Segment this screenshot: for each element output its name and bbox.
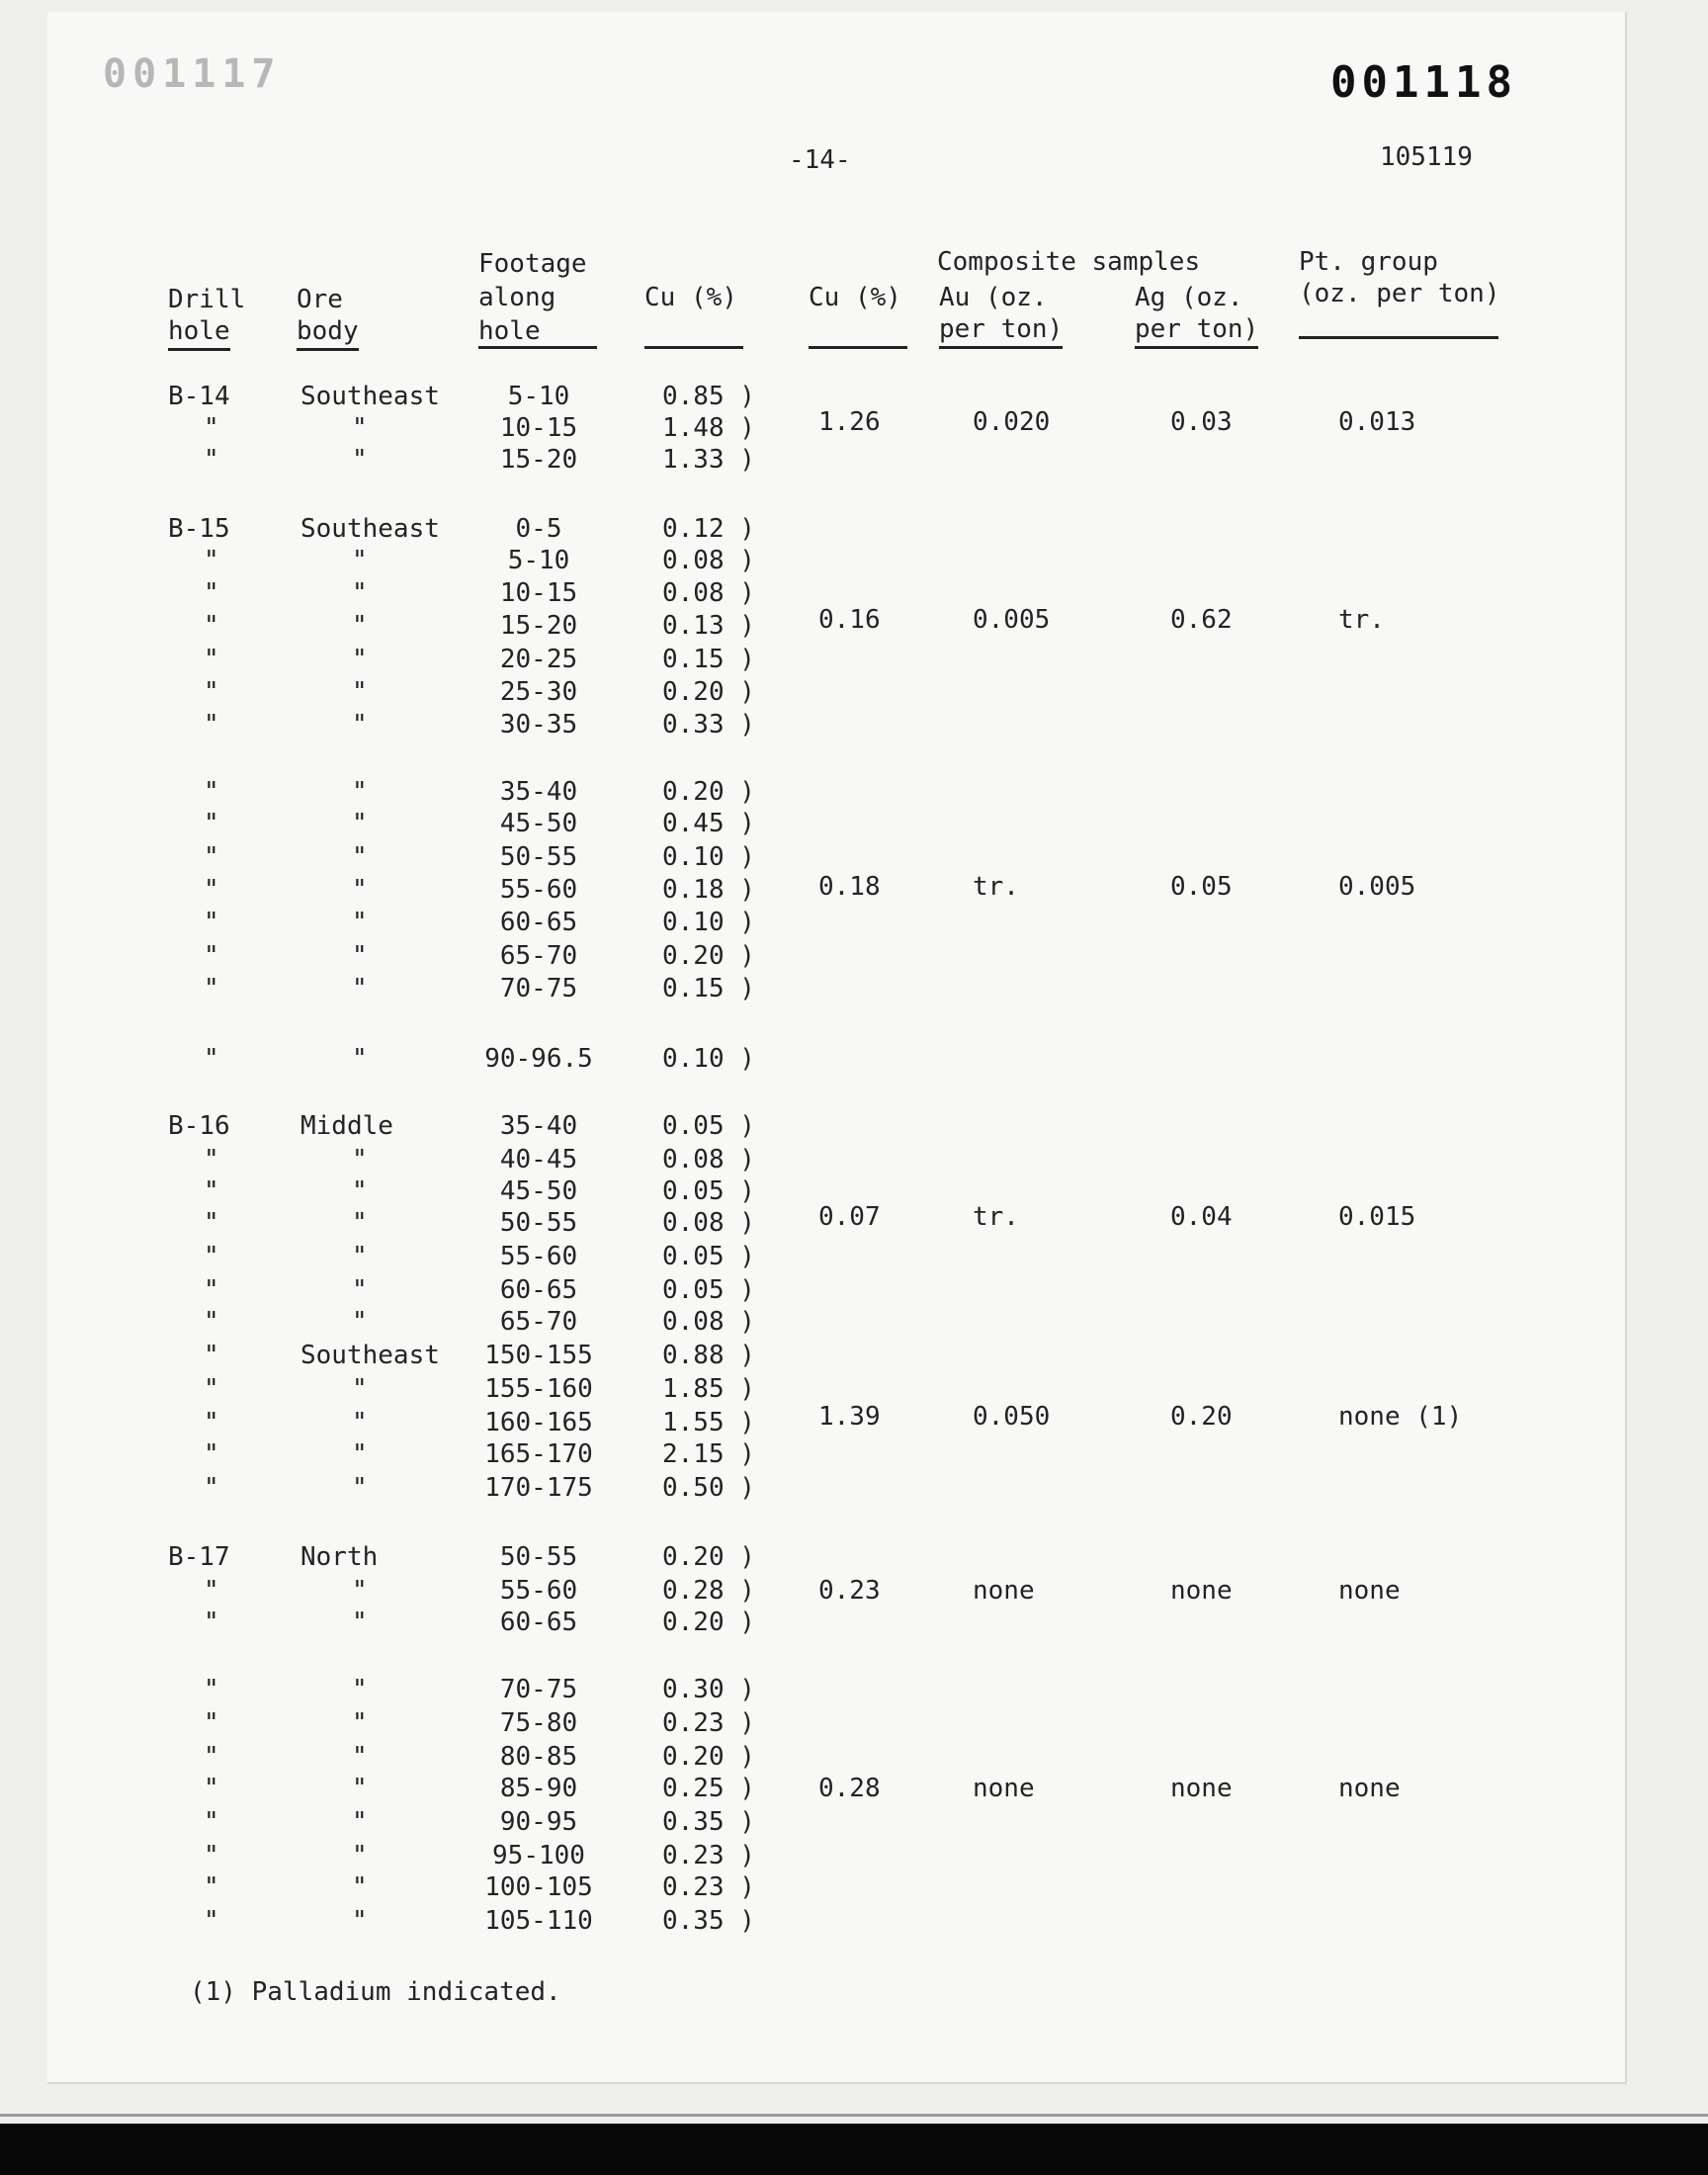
row-ore-body: " xyxy=(352,1576,368,1606)
header-cu: Cu (%) xyxy=(644,283,737,312)
row-drill-hole: B-16 xyxy=(168,1111,230,1141)
row-footage: 90-95 xyxy=(499,1807,578,1837)
row-drill-hole: " xyxy=(204,908,219,937)
composite-ag: none xyxy=(1170,1576,1233,1606)
row-drill-hole: " xyxy=(204,1044,219,1074)
row-footage: 55-60 xyxy=(499,1242,578,1271)
row-cu: 0.05 ) xyxy=(662,1176,755,1206)
row-footage: 65-70 xyxy=(499,1307,578,1337)
header-footage: Footage xyxy=(478,249,587,279)
row-ore-body: " xyxy=(352,1473,368,1503)
scanner-edge-line xyxy=(0,2114,1708,2117)
row-drill-hole: " xyxy=(204,974,219,1003)
row-ore-body: " xyxy=(352,1242,368,1271)
row-footage: 165-170 xyxy=(484,1439,593,1469)
row-footage: 20-25 xyxy=(499,645,578,674)
row-drill-hole: " xyxy=(204,1374,219,1404)
row-ore-body: " xyxy=(352,1374,368,1404)
header-drill: Drill xyxy=(168,285,246,314)
row-drill-hole: " xyxy=(204,875,219,905)
row-cu: 1.33 ) xyxy=(662,445,755,475)
row-cu: 0.10 ) xyxy=(662,1044,755,1074)
row-drill-hole: " xyxy=(204,1275,219,1305)
row-drill-hole: " xyxy=(204,1608,219,1637)
row-cu: 0.08 ) xyxy=(662,1208,755,1238)
row-footage: 160-165 xyxy=(484,1408,593,1437)
row-cu: 0.23 ) xyxy=(662,1841,755,1870)
row-ore-body: " xyxy=(352,809,368,838)
row-footage: 65-70 xyxy=(499,941,578,971)
row-drill-hole: " xyxy=(204,1242,219,1271)
header-pt-group: Pt. group xyxy=(1299,247,1438,277)
composite-au: tr. xyxy=(973,872,1019,902)
row-cu: 0.20 ) xyxy=(662,941,755,971)
composite-au: 0.020 xyxy=(973,407,1051,437)
row-footage: 10-15 xyxy=(499,413,578,443)
header-pt-rule xyxy=(1299,336,1498,339)
row-cu: 0.15 ) xyxy=(662,645,755,674)
row-ore-body: " xyxy=(352,1145,368,1174)
row-ore-body: " xyxy=(352,1807,368,1837)
composite-pt-group: none (1) xyxy=(1338,1402,1463,1432)
row-cu: 0.10 ) xyxy=(662,842,755,872)
row-cu: 0.08 ) xyxy=(662,578,755,608)
row-cu: 0.85 ) xyxy=(662,382,755,411)
row-ore-body: " xyxy=(352,1208,368,1238)
header-comp-cu-rule xyxy=(809,346,907,349)
composite-ag: 0.04 xyxy=(1170,1202,1233,1232)
row-cu: 0.33 ) xyxy=(662,710,755,740)
header-comp-au: Au (oz. xyxy=(939,283,1048,312)
row-ore-body: " xyxy=(352,1906,368,1936)
row-ore-body: " xyxy=(352,1742,368,1772)
row-drill-hole: " xyxy=(204,546,219,575)
row-footage: 70-75 xyxy=(499,974,578,1003)
row-drill-hole: " xyxy=(204,413,219,443)
row-cu: 0.23 ) xyxy=(662,1872,755,1902)
row-footage: 155-160 xyxy=(484,1374,593,1404)
row-drill-hole: " xyxy=(204,445,219,475)
row-footage: 90-96.5 xyxy=(484,1044,593,1074)
row-ore-body: Middle xyxy=(300,1111,393,1141)
row-ore-body: Southeast xyxy=(300,382,440,411)
composite-au: 0.050 xyxy=(973,1402,1051,1432)
row-drill-hole: " xyxy=(204,611,219,641)
row-footage: 105-110 xyxy=(484,1906,593,1936)
composite-ag: none xyxy=(1170,1774,1233,1803)
row-cu: 0.50 ) xyxy=(662,1473,755,1503)
composite-cu: 1.39 xyxy=(818,1402,881,1432)
row-footage: 50-55 xyxy=(499,1542,578,1572)
row-ore-body: " xyxy=(352,578,368,608)
row-cu: 1.48 ) xyxy=(662,413,755,443)
composite-au: tr. xyxy=(973,1202,1019,1232)
stamp-top-left-ghost: 001117 xyxy=(103,51,282,97)
row-drill-hole: " xyxy=(204,1439,219,1469)
row-footage: 80-85 xyxy=(499,1742,578,1772)
row-footage: 60-65 xyxy=(499,1275,578,1305)
row-ore-body: " xyxy=(352,1176,368,1206)
row-drill-hole: " xyxy=(204,645,219,674)
composite-pt-group: none xyxy=(1338,1774,1401,1803)
composite-cu: 0.23 xyxy=(818,1576,881,1606)
row-cu: 0.20 ) xyxy=(662,1742,755,1772)
row-drill-hole: " xyxy=(204,1341,219,1370)
row-drill-hole: " xyxy=(204,809,219,838)
row-cu: 0.30 ) xyxy=(662,1675,755,1704)
row-drill-hole: " xyxy=(204,710,219,740)
row-ore-body: " xyxy=(352,1608,368,1637)
row-cu: 0.05 ) xyxy=(662,1242,755,1271)
row-cu: 0.28 ) xyxy=(662,1576,755,1606)
row-ore-body: " xyxy=(352,710,368,740)
row-drill-hole: " xyxy=(204,941,219,971)
header-along: along xyxy=(478,283,556,312)
composite-pt-group: 0.015 xyxy=(1338,1202,1416,1232)
row-drill-hole: " xyxy=(204,1807,219,1837)
row-ore-body: " xyxy=(352,1841,368,1870)
composite-pt-group: 0.013 xyxy=(1338,407,1416,437)
row-drill-hole: " xyxy=(204,578,219,608)
row-cu: 0.05 ) xyxy=(662,1111,755,1141)
composite-au: none xyxy=(973,1576,1035,1606)
row-footage: 50-55 xyxy=(499,1208,578,1238)
row-ore-body: " xyxy=(352,941,368,971)
row-footage: 45-50 xyxy=(499,809,578,838)
composite-pt-group: none xyxy=(1338,1576,1401,1606)
row-ore-body: " xyxy=(352,974,368,1003)
composite-au: 0.005 xyxy=(973,605,1051,635)
row-drill-hole: " xyxy=(204,677,219,707)
row-ore-body: " xyxy=(352,1275,368,1305)
row-drill-hole: " xyxy=(204,1841,219,1870)
composite-ag: 0.20 xyxy=(1170,1402,1233,1432)
row-ore-body: " xyxy=(352,777,368,807)
row-drill-hole: " xyxy=(204,842,219,872)
row-drill-hole: " xyxy=(204,1576,219,1606)
row-cu: 0.10 ) xyxy=(662,908,755,937)
row-cu: 0.20 ) xyxy=(662,1542,755,1572)
row-cu: 0.18 ) xyxy=(662,875,755,905)
row-footage: 70-75 xyxy=(499,1675,578,1704)
row-drill-hole: " xyxy=(204,1872,219,1902)
header-pt-unit: (oz. per ton) xyxy=(1299,279,1500,308)
row-cu: 0.20 ) xyxy=(662,1608,755,1637)
row-ore-body: " xyxy=(352,1044,368,1074)
row-ore-body: " xyxy=(352,1307,368,1337)
composite-au: none xyxy=(973,1774,1035,1803)
header-hole: hole xyxy=(168,316,230,351)
composite-ag: 0.05 xyxy=(1170,872,1233,902)
row-drill-hole: B-14 xyxy=(168,382,230,411)
row-ore-body: " xyxy=(352,842,368,872)
composite-cu: 1.26 xyxy=(818,407,881,437)
row-ore-body: " xyxy=(352,1675,368,1704)
row-cu: 0.23 ) xyxy=(662,1708,755,1738)
row-ore-body: " xyxy=(352,1872,368,1902)
composite-cu: 0.07 xyxy=(818,1202,881,1232)
row-ore-body: Southeast xyxy=(300,1341,440,1370)
row-drill-hole: " xyxy=(204,1408,219,1437)
row-cu: 0.35 ) xyxy=(662,1906,755,1936)
header-composite-samples: Composite samples xyxy=(937,247,1201,277)
row-footage: 95-100 xyxy=(492,1841,585,1870)
row-ore-body: " xyxy=(352,445,368,475)
row-footage: 55-60 xyxy=(499,875,578,905)
stamp-top-right: 001118 xyxy=(1330,57,1517,108)
row-footage: 100-105 xyxy=(484,1872,593,1902)
header-comp-au-unit: per ton) xyxy=(939,314,1063,349)
row-ore-body: " xyxy=(352,645,368,674)
row-cu: 0.05 ) xyxy=(662,1275,755,1305)
row-ore-body: " xyxy=(352,1439,368,1469)
header-body: body xyxy=(297,316,359,351)
row-drill-hole: " xyxy=(204,1176,219,1206)
row-drill-hole: " xyxy=(204,777,219,807)
row-drill-hole: " xyxy=(204,1145,219,1174)
row-footage: 15-20 xyxy=(499,611,578,641)
composite-pt-group: 0.005 xyxy=(1338,872,1416,902)
row-cu: 0.20 ) xyxy=(662,777,755,807)
row-footage: 0-5 xyxy=(515,514,562,544)
row-footage: 10-15 xyxy=(499,578,578,608)
composite-pt-group: tr. xyxy=(1338,605,1385,635)
composite-ag: 0.62 xyxy=(1170,605,1233,635)
row-cu: 0.13 ) xyxy=(662,611,755,641)
row-footage: 25-30 xyxy=(499,677,578,707)
row-footage: 40-45 xyxy=(499,1145,578,1174)
row-footage: 35-40 xyxy=(499,1111,578,1141)
header-comp-cu: Cu (%) xyxy=(809,283,901,312)
row-drill-hole: B-15 xyxy=(168,514,230,544)
row-ore-body: " xyxy=(352,1774,368,1803)
footnote: (1) Palladium indicated. xyxy=(190,1977,561,2007)
document-number: 105119 xyxy=(1380,142,1473,172)
row-cu: 0.25 ) xyxy=(662,1774,755,1803)
header-ore: Ore xyxy=(297,285,343,314)
row-ore-body: Southeast xyxy=(300,514,440,544)
composite-cu: 0.18 xyxy=(818,872,881,902)
row-footage: 30-35 xyxy=(499,710,578,740)
row-drill-hole: " xyxy=(204,1906,219,1936)
header-cu-rule xyxy=(644,346,743,349)
row-ore-body: " xyxy=(352,1708,368,1738)
row-cu: 0.12 ) xyxy=(662,514,755,544)
row-footage: 75-80 xyxy=(499,1708,578,1738)
row-cu: 1.55 ) xyxy=(662,1408,755,1437)
row-drill-hole: " xyxy=(204,1675,219,1704)
header-comp-ag-unit: per ton) xyxy=(1135,314,1258,349)
row-ore-body: " xyxy=(352,908,368,937)
header-footage-hole: hole xyxy=(478,316,541,346)
row-footage: 35-40 xyxy=(499,777,578,807)
row-drill-hole: " xyxy=(204,1208,219,1238)
row-cu: 0.88 ) xyxy=(662,1341,755,1370)
row-cu: 0.08 ) xyxy=(662,1145,755,1174)
row-cu: 0.45 ) xyxy=(662,809,755,838)
row-footage: 150-155 xyxy=(484,1341,593,1370)
row-cu: 0.35 ) xyxy=(662,1807,755,1837)
header-comp-ag: Ag (oz. xyxy=(1135,283,1243,312)
row-ore-body: " xyxy=(352,546,368,575)
row-footage: 45-50 xyxy=(499,1176,578,1206)
row-cu: 0.08 ) xyxy=(662,1307,755,1337)
row-ore-body: " xyxy=(352,1408,368,1437)
row-ore-body: " xyxy=(352,677,368,707)
row-cu: 0.20 ) xyxy=(662,677,755,707)
row-footage: 50-55 xyxy=(499,842,578,872)
row-footage: 85-90 xyxy=(499,1774,578,1803)
row-drill-hole: " xyxy=(204,1742,219,1772)
row-footage: 55-60 xyxy=(499,1576,578,1606)
row-drill-hole: " xyxy=(204,1307,219,1337)
page-number: -14- xyxy=(789,145,851,175)
composite-cu: 0.16 xyxy=(818,605,881,635)
row-cu: 0.08 ) xyxy=(662,546,755,575)
scanner-bottom-band xyxy=(0,2124,1708,2175)
row-cu: 1.85 ) xyxy=(662,1374,755,1404)
row-footage: 170-175 xyxy=(484,1473,593,1503)
header-footage-rule xyxy=(478,346,597,349)
row-ore-body: " xyxy=(352,413,368,443)
row-drill-hole: " xyxy=(204,1774,219,1803)
row-footage: 15-20 xyxy=(499,445,578,475)
row-footage: 60-65 xyxy=(499,908,578,937)
row-ore-body: " xyxy=(352,611,368,641)
row-cu: 0.15 ) xyxy=(662,974,755,1003)
row-ore-body: " xyxy=(352,875,368,905)
row-footage: 60-65 xyxy=(499,1608,578,1637)
row-drill-hole: B-17 xyxy=(168,1542,230,1572)
composite-ag: 0.03 xyxy=(1170,407,1233,437)
composite-cu: 0.28 xyxy=(818,1774,881,1803)
row-drill-hole: " xyxy=(204,1708,219,1738)
row-footage: 5-10 xyxy=(507,382,570,411)
row-ore-body: North xyxy=(300,1542,379,1572)
row-cu: 2.15 ) xyxy=(662,1439,755,1469)
row-drill-hole: " xyxy=(204,1473,219,1503)
row-footage: 5-10 xyxy=(507,546,570,575)
